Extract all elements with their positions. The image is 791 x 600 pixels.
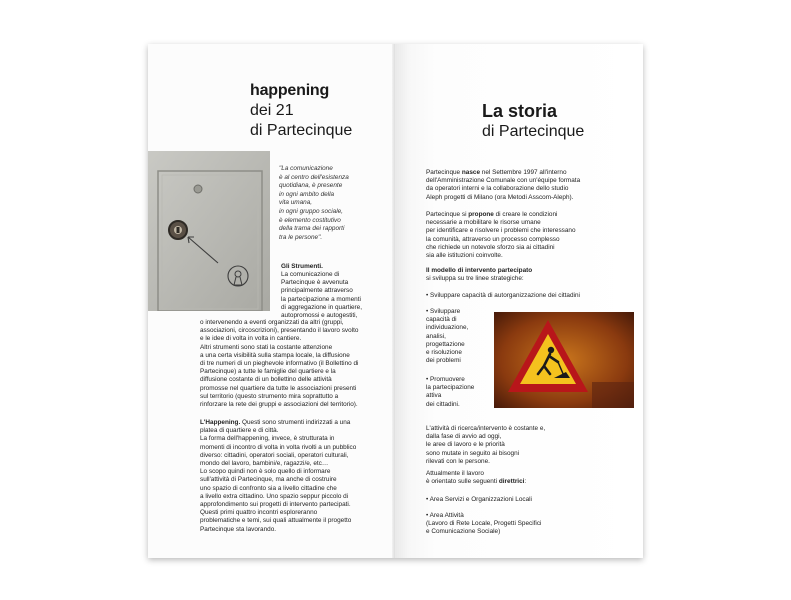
p2-bold: propone bbox=[468, 211, 494, 218]
bullet-partecipazione: • Promuovere la partecipazione attiva dei cittadini. bbox=[426, 376, 475, 408]
p4-bold: direttrici bbox=[498, 478, 525, 486]
bullet-autorganizzazione: • Sviluppare capacità di autorganizzazione dei cittadini bbox=[426, 292, 580, 299]
paragraph-propone bbox=[426, 211, 626, 260]
right-page bbox=[395, 44, 643, 558]
pull-quote: "La comunicazione è al centro dell'esistenza quotidiana, è presente in ogni ambito della vita umana, in ogni gruppo sociale, è elemento costitutivo della trama dei rapporti tra le persone". bbox=[279, 165, 349, 241]
area-attivita: • Area Attività (Lavoro di Rete Locale, Progetti Specifici e Comunicazione Sociale) bbox=[426, 512, 542, 536]
strumenti-body-wide: o intervenendo a eventi organizzati da altri (gruppi, associazioni, circoscrizioni), presentando il lavoro svolto e le idee di volta in volta in cantiere. Altri strumenti sono stati la costante attenzione a una certa visibilità sulla stampa locale, la diffusione di tre numeri di un pieghevole informativo (il Bollettino di Partecinque) a tutte le famiglie del quartiere e la diffusione costante di un bollettino delle attività promosse nel quartiere da tutte le associazioni presenti sul territorio (questo strumento mira soprattutto a rinforzare la rete dei gruppi e associazioni del territorio). bbox=[200, 319, 359, 409]
right-title-bold: La storia bbox=[482, 101, 558, 121]
brochure-spread bbox=[148, 44, 643, 558]
paragraph-direttrici bbox=[426, 470, 626, 486]
happening-section bbox=[200, 419, 392, 534]
left-title-line2: dei 21 bbox=[250, 102, 294, 119]
p4-pre: Attualmente il lavoro è orientato sulle seguenti bbox=[426, 470, 498, 486]
roadwork-sign-photo bbox=[494, 312, 634, 408]
paragraph-attivita: L'attività di ricerca/intervento è costante e, dalla fase di avvio ad oggi, le aree di lavoro e le priorità sono mutate in seguito ai bisogni rilevati con le persone. bbox=[426, 425, 546, 465]
paragraph-nasce bbox=[426, 169, 626, 202]
left-title-line3: di Partecinque bbox=[250, 122, 353, 139]
model-subheading: si sviluppa su tre linee strategiche: bbox=[426, 275, 524, 282]
happening-heading: L'Happening. bbox=[200, 419, 241, 426]
model-heading: Il modello di intervento partecipato bbox=[426, 267, 533, 274]
p2-pre: Partecinque si bbox=[426, 211, 469, 218]
p2-rest: di creare le condizioni necessarie a mobilitare le risorse umane per identificare e risolvere i problemi che interessano la comunità, attraverso un processo complesso che richiede un notevole sforzo sia ai cittadini sia alle istituzioni coinvolte. bbox=[426, 211, 576, 260]
bullet-individuazione: • Sviluppare capacità di individuazione, analisi, progettazione e risoluzione dei problemi bbox=[426, 308, 469, 365]
door-photo bbox=[148, 151, 270, 311]
left-title-bold: happening bbox=[250, 82, 330, 99]
p1-bold: nasce bbox=[461, 169, 481, 176]
strumenti-heading: Gli Strumenti. bbox=[281, 263, 323, 270]
area-servizi: • Area Servizi e Organizzazioni Locali bbox=[426, 496, 532, 503]
strumenti-body-narrow: La comunicazione di Partecinque è avvenuta principalmente attraverso la partecipazione a momenti di aggregazione in quartiere, autopromossi e autogestiti, bbox=[281, 271, 363, 320]
left-page bbox=[148, 44, 395, 558]
right-title-line2: di Partecinque bbox=[482, 123, 585, 140]
happening-body: platea di quartiere e di città. La forma dell'happening, invece, è strutturata in momenti di incontro di volta in volta rivolti a un pubblico diverso: cittadini, operatori sociali, operatori culturali, mondo del lavoro, bambini/e, ragazzi/e, etc… Lo scopo quindi non è solo quello di informare sull'attività di Partecinque, ma anche di costruire uno spazio di confronto sia a livello cittadine che a livello extra cittadino. Uno spazio seppur piccolo di approfondimento sui progetti di intervento partecipati. Questi primi quattro incontri esploreranno problematiche e temi, sui quali attualmente il progetto Partecinque sta lavorando. bbox=[200, 427, 357, 533]
p1-pre: Partecinque bbox=[426, 169, 462, 176]
happening-first-line: Questi sono strumenti indirizzati a una bbox=[240, 419, 351, 426]
p1-rest: nel Settembre 1997 all'interno dell'Amministrazione Comunale con un'équipe formata da operatori interni e la collaborazione dello studio Aleph progetti di Milano (ora Metodi Asscom-Aleph). bbox=[426, 169, 581, 201]
p4-post: : bbox=[524, 478, 527, 486]
